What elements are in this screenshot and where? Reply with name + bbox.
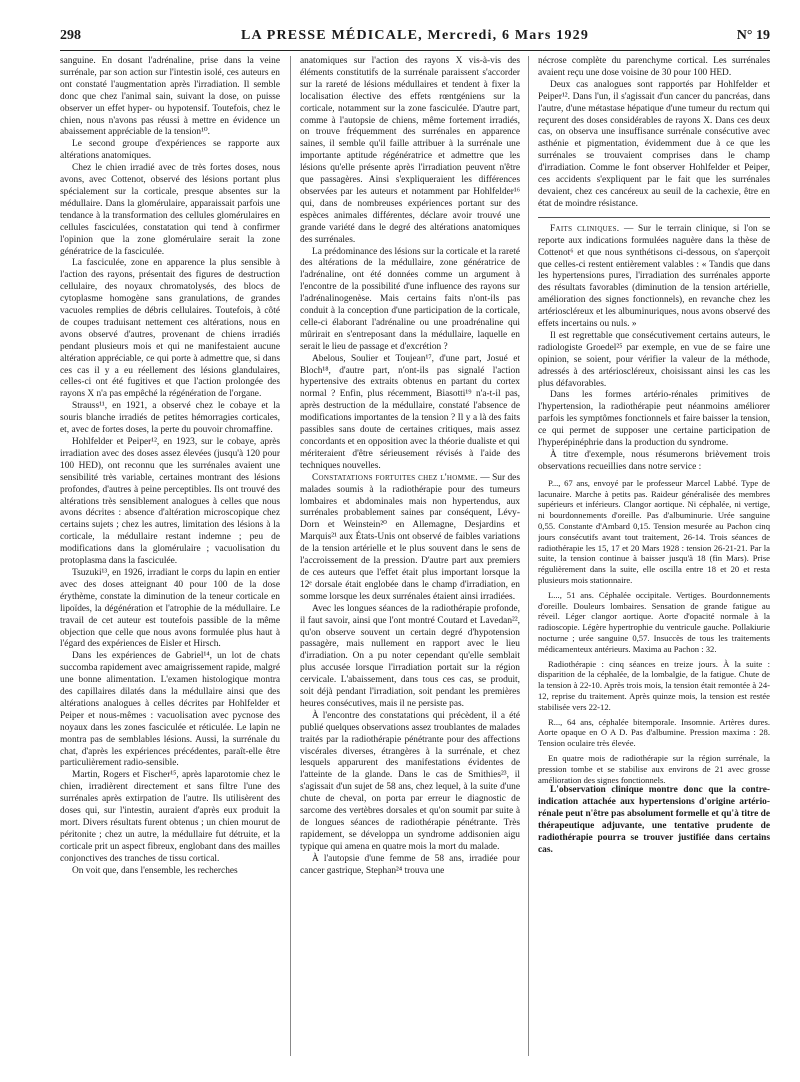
paragraph: nécrose complète du parenchyme cortical. Les surrénales avaient reçu une dose voisine de 30 pour 100 HED. bbox=[538, 56, 770, 78]
paragraph: Dans les formes artério-rénales primitives de l'hypertension, la radiothérapie peut néanmoins améliorer parfois les symptômes fonctionnels et faire baisser la tension, ce qui permet de supposer une certaine participation de l'hyperépinéphrie dans la production du syndrome. bbox=[538, 390, 770, 449]
journal-title: LA PRESSE MÉDICALE, Mercredi, 6 Mars 1929 bbox=[240, 28, 590, 43]
paragraph bbox=[300, 473, 520, 604]
page-number: 298 bbox=[60, 28, 81, 43]
paragraph: La fasciculée, zone en apparence la plus sensible à l'action des rayons, présentait des figures de destruction cellulaire, des noyaux chromatolysés, des blocs de cytoplasme homogène sans granulations, de grandes vacuoles remplies de débris cellulaires. Toutefois, à côté de coupes traduisant nettement ces altérations, nous en avons observé d'autres, provenant de chiens irradiés pendant plusieurs mois et qui ne manifestaient aucune altération appréciable, ce qui porte à admettre que, si dans ces cas il y a eu réellement des lésions glandulaires, celles-ci ont été fugitives et que l'action prolongée des rayons X n'a pas empêché la régénération de l'organe. bbox=[60, 258, 280, 400]
paragraph: anatomiques sur l'action des rayons X vis-à-vis des éléments constitutifs de la surrénale paraissent s'accorder sur la rareté de lésions médullaires et tendent à fixer la localisation élective des effets rœntgéniens sur la corticale, notamment sur la zone fasciculée. D'autre part, comme à l'autopsie de chiens, même fortement irradiés, on trouve fréquemment des surrénales en apparence saines, il semble qu'il faille attribuer à la surrénale une importante aptitude régénératrice et admettre que les lésions qu'elle présente après l'irradiation peuvent n'être que passagères. Ainsi s'expliqueraient les différences observées par les auteurs et notamment par Hohlfelder¹⁶ qui, dans de nombreuses expériences portant sur des espèces animales différentes, déclare avoir trouvé une grande variété dans le degré des altérations anatomiques des surrénales. bbox=[300, 56, 520, 245]
case-report: En quatre mois de radiothérapie sur la région surrénale, la pression tombe et se stabilise aux environs de 21 avec grosse amélioration des signes fonctionnels. bbox=[538, 752, 770, 785]
paragraph: À titre d'exemple, nous résumerons brièvement trois observations recueillies dans notre service : bbox=[538, 450, 770, 472]
case-report: R..., 64 ans, céphalée bitemporale. Insomnie. Artères dures. Aorte opaque en O A D. Pas d'albumine. Pression maxima : 28. Tension oculaire très élevée. bbox=[538, 716, 770, 749]
column-divider bbox=[528, 56, 529, 1056]
paragraph: Tsuzuki¹³, en 1926, irradiant le corps du lapin en entier avec des doses atteignant 40 pour 100 de la dose érythème, constate la diminution de la teneur corticale en lipoïdes, la dégénération et l'atrophie de la médullaire. Le travail de cet auteur est toutefois passible de la même objection que celle que nous avons formulée plus haut à l'égard des expériences de Eisler et Hirsch. bbox=[60, 567, 280, 650]
paragraph bbox=[538, 224, 770, 331]
column-right bbox=[538, 56, 770, 1066]
paragraph: Abelous, Soulier et Toujean¹⁷, d'une part, Josué et Bloch¹⁸, d'autre part, n'ont-ils pas signalé l'action hypertensive des extraits obtenus en partant du cortex normal ? Enfin, plus récemment, Biasotti¹⁹ n'a-t-il pas, après destruction de la médullaire, constaté l'absence de modifications importantes de la tension ? Il y a là des faits passibles sans doute de certaines critiques, mais assez concordants et en opposition avec la théorie dualiste et qui mériteraient d'être sérieusement révisés à l'aide des techniques nouvelles. bbox=[300, 353, 520, 471]
paragraph: Dans les expériences de Gabriel¹⁴, un lot de chats succomba rapidement avec amaigrissement rapide, malgré une bonne alimentation. L'examen histologique montra des capillaires dilatés dans la médullaire ainsi que des altérations analogues à celles décrites par Hohlfelder et Peiper et nous-mêmes : vacuolisation avec pycnose des noyaux dans les zones fasciculée et réticulée. Le lapin ne montra pas de semblables lésions. Aussi, la surrénale du chat, d'après les expériences précédentes, paraît-elle être particulièrement radio-sensible. bbox=[60, 651, 280, 769]
case-report: L..., 51 ans. Céphalée occipitale. Vertiges. Bourdonnements d'oreille. Douleurs lombaires. Sensation de grande fatigue au réveil. Léger clangor aortique. Aorte d'opacité normale à la radioscopie. Légère hypertrophie du ventricule gauche. Pollakiurie nocturne ; urée sanguine 0,57. Insuccès de tous les traitements médicamenteux antérieurs. Maxima au Pachon : 32. bbox=[538, 589, 770, 654]
section-heading: Constatations fortuites chez l'homme. bbox=[312, 472, 478, 483]
paragraph: La prédominance des lésions sur la corticale et la rareté des altérations de la médullaire, zone génératrice de l'adrénaline, ont été données comme un argument à l'encontre de la possibilité d'une influence des rayons sur l'adrénalinogenèse. Mais certains faits n'ont-ils pas conduit à la conception d'une participation de la corticale, celle-ci élaborant l'adrénaline ou une proadrénaline qui mûrirait en s'entreposant dans la médullaire, laquelle en serait le lieu de passage et d'excrétion ? bbox=[300, 246, 520, 352]
paragraph: À l'autopsie d'une femme de 58 ans, irradiée pour cancer gastrique, Stephan²⁴ trouva une bbox=[300, 853, 520, 876]
paragraph: Deux cas analogues sont rapportés par Hohlfelder et Peiper¹². Dans l'un, il s'agissait d'un cancer du pancréas, dans l'autre, d'une métastase hépatique d'une tumeur du rectum qui reçurent des doses considérables de rayons X. Dans ces deux cas, on observa une insuffisance surrénale consécutive avec asthénie et pigmentation, évidemment due à ce que les surrénales se trouvaient comprises dans le champ d'irradiation. Comme le font observer Hohlfelder et Peiper, ces accidents s'expliquent par le fait que les surrénales devaient, chez ces cancéreux au seuil de la cachexie, être en état de moindre résistance. bbox=[538, 79, 770, 209]
paragraph: Hohlfelder et Peiper¹², en 1923, sur le cobaye, après irradiation avec des doses assez élevées (jusqu'à 120 pour 100 HED), ont reconnu que les surrénales avaient une sensibilité très variable, certaines montrant des lésions profondes, d'autres à peine perceptibles. Ils ont trouvé des altérations très sensiblement analogues à celles que nous avons décrites : absence d'altération microscopique chez certains sujets ; chez les autres, limitation des lésions à la corticale, la médullaire restant indemne ; peu de modifications dans la glomérulaire ; vacuolisation du protoplasma dans la fasciculée. bbox=[60, 437, 280, 567]
paragraph: Avec les longues séances de la radiothérapie profonde, il faut savoir, ainsi que l'ont montré Coutard et Lavedan²², qu'on observe souvent un certain degré d'hypotension passagère, mais nullement en rapport avec le lieu d'irradiation. On a pu noter cependant qu'elle semblait plus accusée lorsque l'irradiation portait sur la région cervicale. L'abaissement, dans tous ces cas, se produit, soit déjà pendant l'irradiation, soit pendant les premières heures consécutives, mais il ne persiste pas. bbox=[300, 603, 520, 709]
issue-number: N° 19 bbox=[736, 28, 770, 43]
column-middle bbox=[300, 56, 520, 1066]
case-report: Radiothérapie : cinq séances en treize jours. À la suite : disparition de la céphalée, de la lombalgie, de la fatigue. Chute de la tension à 22-10. Après trois mois, la tension était remontée à 24-12, reprise du traitement. Après quinze mois, la tension est restée stabilisée vers 22-12. bbox=[538, 658, 770, 712]
header-rule bbox=[60, 50, 770, 51]
paragraph: sanguine. En dosant l'adrénaline, prise dans la veine surrénale, par son action sur l'intestin isolé, ces auteurs en ont constaté l'augmentation après l'irradiation. Il semble donc que chez l'animal sain, suivant la dose, on puisse observer un effet hyper- ou hypotensif. Toutefois, chez le chien, nous n'avons pas réussi à mettre en évidence un abaissement appréciable de la tension¹⁰. bbox=[60, 56, 280, 138]
paragraph: Martin, Rogers et Fischer¹⁵, après laparotomie chez le chien, irradièrent directement et sans filtre l'une des surrénales après extirpation de l'autre. Ils utilisèrent des doses qui, sur l'intestin, auraient d'après eux produit la mort. Divers résultats furent obtenus ; un chien mourut de péritonite ; chez un autre, la médullaire fut détruite, et la corticale prit un aspect fibreux, englobant dans des mailles conjonctives des tranches de tissu cortical. bbox=[60, 770, 280, 864]
section-heading: Faits cliniques. bbox=[550, 223, 620, 234]
column-left bbox=[60, 56, 280, 1066]
paragraph: Le second groupe d'expériences se rapporte aux altérations anatomiques. bbox=[60, 139, 280, 162]
paragraph: Il est regrettable que consécutivement certains auteurs, le radiologiste Groedel²⁵ par exemple, en vue de se faire une opinion, se soient, pour vérifier la valeur de la méthode, adressés à des artérioscléreux, choisissant ainsi les cas les plus défavorables. bbox=[538, 330, 770, 389]
paragraph-text: — Sur le terrain clinique, si l'on se reporte aux indications formulées naguère dans la thèse de Cottenot⁶ et que nous synthétisons ci-dessous, on s'aperçoit que celles-ci restent entièrement valables : « Tandis que dans les hypertensions pures, l'irradiation des surrénales apporte des résultats favorables (diminution de la tension artérielle, amélioration des signes fonctionnels), en revanche chez les artérioscléreux et les albuminuriques, nous avons observé des effets incertains ou nuls. » bbox=[538, 223, 770, 330]
conclusion-paragraph: L'observation clinique montre donc que la contre-indication attachée aux hypertensions d'origine artério-rénale peut n'être pas absolument formelle et qu'à titre de thérapeutique adjuvante, une tentative prudente de radiothérapie pourra se trouver justifiée dans certains cas. bbox=[538, 785, 770, 855]
paragraph: Strauss¹¹, en 1921, a observé chez le cobaye et la souris blanche irradiés de petites hémorragies corticales, et, avec de fortes doses, la perte du pouvoir chromaffine. bbox=[60, 401, 280, 436]
column-divider bbox=[290, 56, 291, 1056]
page-header bbox=[60, 22, 770, 50]
case-report: P..., 67 ans, envoyé par le professeur Marcel Labbé. Type de lacunaire. Marche à petits pas. Raideur généralisée des membres supérieurs et inférieurs. Clangor aortique. Ni céphalée, ni vertige, ni bourdonnements d'oreille. Pas d'albuminurie. Urée sanguine 0,55. Constante d'Ambard 0,15. Tension mesurée au Pachon cinq jours consécutifs avant tout traitement, 26-14. Trois séances de radiothérapie les 15, 17 et 20 Mars 1928 : tension 26-21-21. Par la suite, la tension continue à baisser jusqu'à 18 (fin Mars). Prise régulièrement dans la suite, elle oscilla entre 18 et 20 et resta plusieurs mois stationnaire. bbox=[538, 477, 770, 585]
paragraph-text: — Sur des malades soumis à la radiothérapie pour des tumeurs lombaires et abdominales mais non hypertendus, aux surrénales probablement saines par conséquent, Lévy-Dorn et Weinstein²⁰ en Allemagne, Desjardins et Marquis²¹ aux États-Unis ont observé de faibles variations de la tension artérielle et le plus souvent dans le sens de l'accroissement de la pression. D'autre part aux premiers de ces auteurs que l'effet était plus important lorsque la 12ᵉ dorsale était englobée dans le champ d'irradiation, en somme lorsque les deux surrénales étaient ainsi irradiées. bbox=[300, 472, 520, 602]
paragraph: À l'encontre des constatations qui précèdent, il a été publié quelques observations assez troublantes de malades traités par la radiothérapie pénétrante pour des affections viscérales diverses, étrangères à la surrénale, et chez lesquels apparurent des manifestations évidentes de l'atteinte de la glande. Dans le cas de Smithies²³, il s'agissait d'un sujet de 58 ans, chez lequel, à la suite d'une chute de cheval, on porta par erreur le diagnostic de sarcome des vertèbres dorsales et qu'on soumit par suite à de longues séances de radiothérapie pénétrante. Très rapidement, se développa un syndrome addisonien aigu typique qui amena en quatre mois la mort du malade. bbox=[300, 710, 520, 852]
paragraph: On voit que, dans l'ensemble, les recherches bbox=[72, 865, 238, 876]
paragraph: Chez le chien irradié avec de très fortes doses, nous avons, avec Cottenot, observé des lésions portant plus spécialement sur la corticale, presque absentes sur la médullaire. Dans la glomérulaire, apparaissait parfois une tendance à la transformation des cellules glomérulaires en cellules fasciculées, constatation qui tend à confirmer l'opinion que la zone glomérulaire serait la zone génératrice de la fasciculée. bbox=[60, 163, 280, 257]
section-divider bbox=[538, 217, 770, 218]
